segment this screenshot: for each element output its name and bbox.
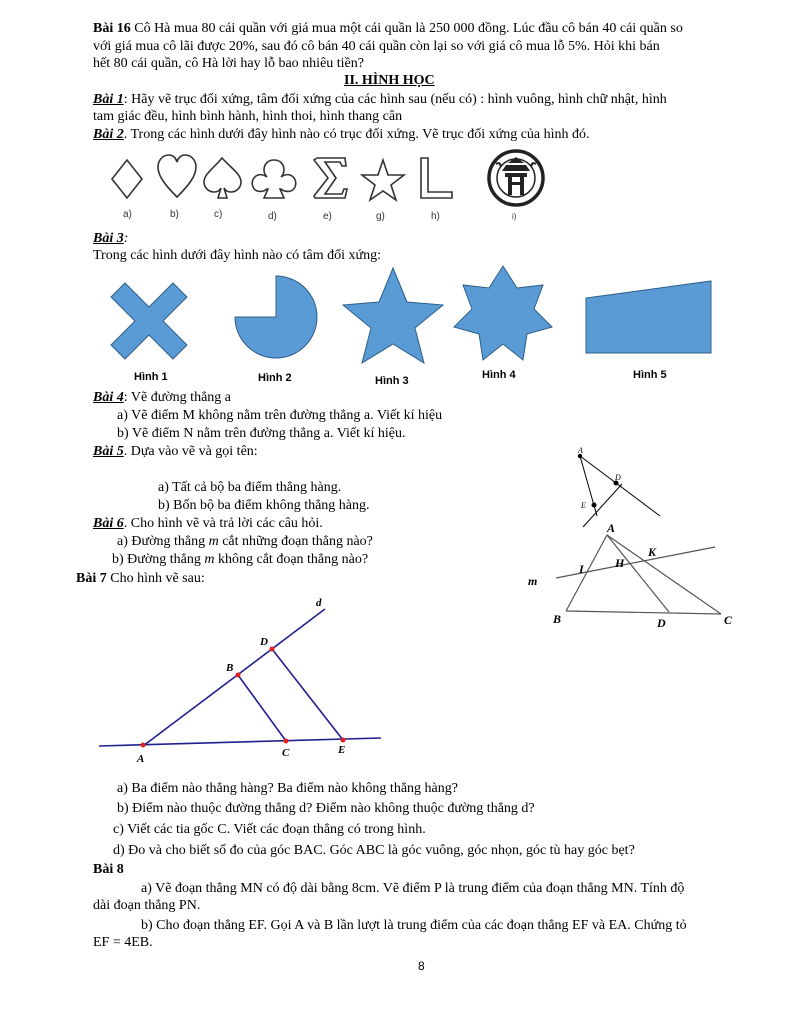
bai6-label-b: B xyxy=(553,612,562,626)
bai6-label-a: A xyxy=(607,521,616,535)
bai5-label-e: E xyxy=(581,501,586,510)
segment-bc xyxy=(238,675,286,741)
bai6-label-c: C xyxy=(724,613,733,627)
bai16-line2: với giá mua cô lãi được 20%, sau đó cô bán 40 cái quần còn lại so với giá cô mua lỗ 5%. Hỏi khi bán xyxy=(93,39,660,54)
bai7-label-e: E xyxy=(338,744,346,756)
bai7-label: Bài 7 xyxy=(76,571,107,586)
caption-hinh1: Hình 1 xyxy=(134,371,168,383)
bai7-label-c: C xyxy=(282,747,290,759)
bai5-item-b: b) Bốn bộ ba điểm không thẳng hàng. xyxy=(158,498,370,513)
bai6-label-k: K xyxy=(648,545,657,559)
segment-de xyxy=(272,649,343,740)
bai16-label: Bài 16 xyxy=(93,21,131,36)
bai8-label: Bài 8 xyxy=(93,862,124,877)
bai6-item-a: a) Đường thẳng m cắt những đoạn thẳng nào? xyxy=(117,534,373,549)
bai5-heading: Bài 5. Dựa vào vẽ và gọi tên: xyxy=(93,444,258,459)
bai2-label-a: a) xyxy=(123,209,132,220)
section-title: II. HÌNH HỌC xyxy=(344,73,435,88)
point-e xyxy=(341,738,346,743)
bai1-line1: Bài 1: Hãy vẽ trục đối xứng, tâm đối xứng của các hình sau (nếu có) : hình vuông, hình chữ nhật, hình xyxy=(93,92,667,107)
bai7-label-b: B xyxy=(226,662,234,674)
point-c xyxy=(284,739,289,744)
caption-hinh3: Hình 3 xyxy=(375,375,409,387)
bai2-label: Bài 2 xyxy=(93,127,124,142)
bai7-heading: Bài 7 Cho hình vẽ sau: xyxy=(76,571,205,586)
bai7-question-b: b) Điểm nào thuộc đường thẳng d? Điểm nào không thuộc đường thẳng d? xyxy=(117,801,535,816)
bai16-line3: hết 80 cái quần, cô Hà lời hay lỗ bao nhiêu tiền? xyxy=(93,56,364,71)
bai7-label-d-line: d xyxy=(316,597,322,609)
bai4-heading: Bài 4: Vẽ đường thẳng a xyxy=(93,390,232,405)
bai3-text: Trong các hình dưới đây hình nào có tâm đối xứng: xyxy=(93,248,382,263)
bai4-label: Bài 4 xyxy=(93,390,124,405)
bai8-a-line1: a) Vẽ đoạn thẳng MN có độ dài bằng 8cm. Vẽ điểm P là trung điểm của đoạn thẳng MN. Tính độ xyxy=(141,881,685,896)
caption-hinh4: Hình 4 xyxy=(482,369,516,381)
bai5-item-a: a) Tất cả bộ ba điểm thẳng hàng. xyxy=(158,480,342,495)
bai2-label-b: b) xyxy=(170,209,179,220)
bai7-question-c: c) Viết các tia gốc C. Viết các đoạn thẳng có trong hình. xyxy=(113,822,426,837)
point-d xyxy=(270,647,275,652)
point-a xyxy=(141,743,146,748)
page-number: 8 xyxy=(418,959,425,973)
bai3-label: Bài 3 xyxy=(93,231,124,246)
bai2-label-c: c) xyxy=(214,209,223,220)
bai4-item-b: b) Vẽ điểm N nằm trên đường thẳng a. Viết kí hiệu. xyxy=(117,426,406,441)
caption-hinh5: Hình 5 xyxy=(633,369,667,381)
bai2-label-i: i) xyxy=(512,212,517,221)
bai6-label-m: m xyxy=(528,574,538,588)
bai7-label-d: D xyxy=(260,636,268,648)
line-d xyxy=(143,609,325,746)
bai6-label: Bài 6 xyxy=(93,516,124,531)
bai6-item-b: b) Đường thẳng m không cắt đoạn thẳng nào? xyxy=(112,552,369,567)
bai7-label-a: A xyxy=(137,753,145,765)
point-b xyxy=(236,673,241,678)
bai16-line1: Bài 16 Cô Hà mua 80 cái quần với giá mua một cái quần là 250 000 đồng. Lúc đầu cô bán 40 cái quần so xyxy=(93,21,683,36)
bai5-label-a: A xyxy=(578,446,583,455)
bai6-label-i: I xyxy=(579,562,584,576)
bai6-label-d: D xyxy=(657,616,666,630)
bai2-label-h: h) xyxy=(431,211,440,222)
bai7-question-d: d) Đo và cho biết số đo của góc BAC. Góc ABC là góc vuông, góc nhọn, góc tù hay góc bẹt? xyxy=(113,843,635,858)
bai5-label: Bài 5 xyxy=(93,444,124,459)
bai2-label-d: d) xyxy=(268,211,277,222)
bai5-label-d: D xyxy=(615,473,621,482)
bai8-a-line2: dài đoạn thẳng PN. xyxy=(93,898,201,913)
bai2-label-g: g) xyxy=(376,211,385,222)
bai6-heading: Bài 6. Cho hình vẽ và trả lời các câu hỏi. xyxy=(93,516,323,531)
bai6-label-h: H xyxy=(615,556,625,570)
bai1-line2: tam giác đều, hình bình hành, hình thoi, hình thang cân xyxy=(93,109,403,124)
bai3-heading: Bài 3: xyxy=(93,231,129,246)
bai8-b-line2: EF = 4EB. xyxy=(93,935,153,950)
bai2-line: Bài 2. Trong các hình dưới đây hình nào có trục đối xứng. Vẽ trục đối xứng của hình đó. xyxy=(93,127,590,142)
bai4-item-a: a) Vẽ điểm M không nằm trên đường thẳng a. Viết kí hiệu xyxy=(117,408,443,423)
bai8-b-line1: b) Cho đoạn thẳng EF. Gọi A và B lần lượt là trung điểm của các đoạn thẳng EF và EA. Chứng tỏ xyxy=(141,918,687,933)
bai2-label-e: e) xyxy=(323,211,332,222)
caption-hinh2: Hình 2 xyxy=(258,372,292,384)
bai1-label: Bài 1 xyxy=(93,92,124,107)
bai7-question-a: a) Ba điểm nào thẳng hàng? Ba điểm nào không thẳng hàng? xyxy=(117,781,458,796)
